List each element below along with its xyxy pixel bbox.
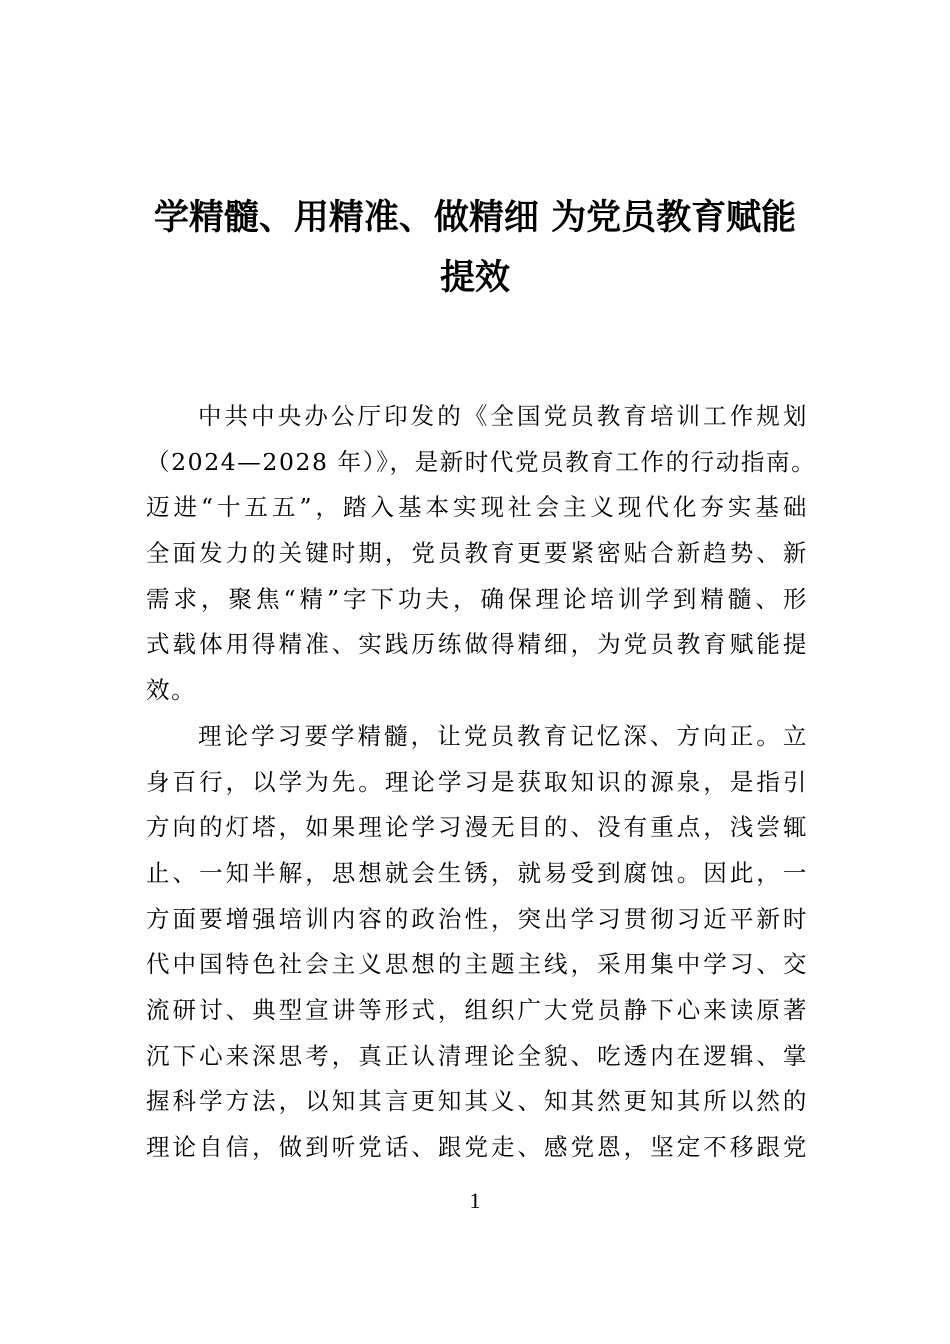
paragraph-2-line: 方向的灯塔，如果理论学习漫无目的、没有重点，浅尝辄 xyxy=(146,813,808,842)
paragraph-1-line: 全面发力的关键时期，党员教育更要紧密贴合新趋势、新 xyxy=(146,539,808,568)
title-line-1: 学精髓、用精准、做精细 为党员教育赋能 xyxy=(153,197,797,238)
paragraph-2-line: 代中国特色社会主义思想的主题主线，采用集中学习、交 xyxy=(146,950,808,979)
paragraph-1-line: 迈进“十五五”，踏入基本实现社会主义现代化夯实基础 xyxy=(146,493,808,522)
page-number: 1 xyxy=(469,1188,481,1213)
document-title xyxy=(140,188,810,308)
paragraph-2-line: 身百行，以学为先。理论学习是获取知识的源泉，是指引 xyxy=(146,767,808,796)
title-line-2: 提效 xyxy=(439,257,510,298)
paragraph-1-line: 需求，聚焦“精”字下功夫，确保理论培训学到精髓、形 xyxy=(146,584,808,613)
paragraph-2-line: 握科学方法，以知其言更知其义、知其然更知其所以然的 xyxy=(146,1087,808,1116)
paragraph-1-line: 式载体用得精准、实践历练做得精细，为党员教育赋能提 xyxy=(146,630,808,659)
paragraph-2-line: 理论自信，做到听党话、跟党走、感党恩，坚定不移跟党 xyxy=(146,1133,808,1161)
paragraph-2-line: 理论学习要学精髓，让党员教育记忆深、方向正。立 xyxy=(198,721,808,750)
paragraph-1-line: 中共中央办公厅印发的《全国党员教育培训工作规划 xyxy=(198,402,808,430)
paragraph-2-line: 方面要增强培训内容的政治性，突出学习贯彻习近平新时 xyxy=(146,904,808,933)
paragraph-1-line: 效。 xyxy=(146,676,197,705)
paragraph-2-line: 沉下心来深思考，真正认清理论全貌、吃透内在逻辑、掌 xyxy=(146,1041,808,1070)
paragraph-1-line: （2024—2028 年）》，是新时代党员教育工作的行动指南。 xyxy=(146,447,817,476)
document-body xyxy=(146,394,817,1171)
paragraph-2-line: 止、一知半解，思想就会生锈，就易受到腐蚀。因此，一 xyxy=(146,858,808,887)
paragraph-2-line: 流研讨、典型宣讲等形式，组织广大党员静下心来读原著 xyxy=(146,995,808,1024)
